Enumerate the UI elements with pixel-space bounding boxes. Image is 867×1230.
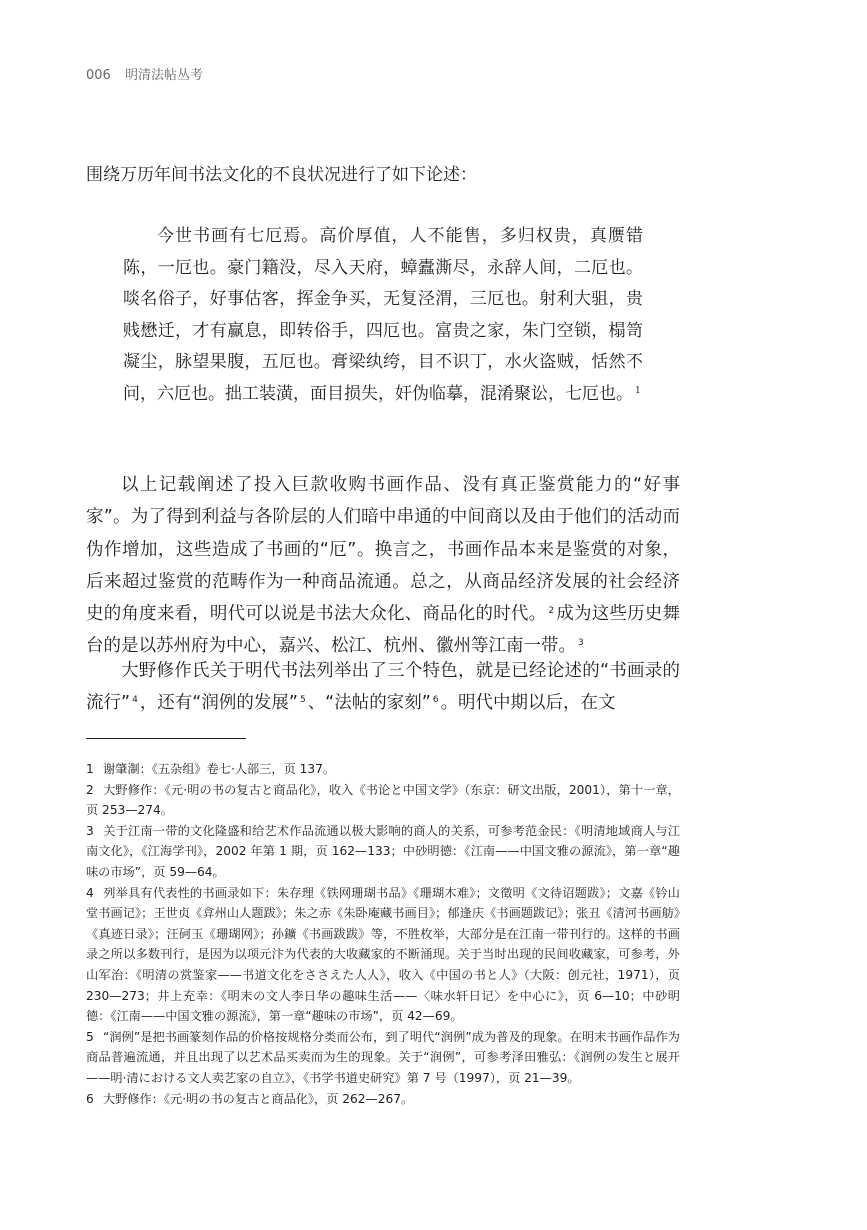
footnote-ref-3: 3: [578, 638, 584, 649]
footnote-text: 谢肇淛：《五杂组》卷七·人部三，页 137。: [103, 762, 336, 776]
footnote-number: 5: [86, 1029, 94, 1044]
footnotes: [86, 759, 680, 1109]
paragraph-1: [86, 469, 680, 663]
footnote-ref-5: 5: [299, 695, 306, 706]
footnote: [86, 883, 680, 1027]
paragraph-1-text-a: 以上记载阐述了投入巨款收购书画作品、没有真正鉴赏能力的“好事家”。为了得到利益与各阶层的人们暗中串通的中间商以及由于他们的活动而伪作增加，这些造成了书画的“厄”。换言之，书画作品本来是鉴赏的对象，后来超过鉴赏的范畴作为一种商品流通。总之，从商品经济发展的社会经济史的角度来看，明代可以说是书法大众化、商品化的时代。: [86, 475, 680, 625]
paragraph-2: [86, 655, 680, 720]
footnote: [86, 821, 680, 883]
footnote-ref-1: 1: [635, 385, 641, 396]
footnote-text: 大野修作：《元·明の书の复古と商品化》，收入《书论と中国文学》（东京：研文出版，2001），第十一章，页 253—274。: [86, 782, 680, 818]
footnote-number: 1: [86, 762, 94, 776]
intro-line: 围绕万历年间书法文化的不良状况进行了如下论述：: [86, 165, 477, 185]
paragraph-2-text-b: ，还有“润例的发展”: [139, 693, 298, 714]
footnote-text: 关于江南一带的文化隆盛和给艺术作品流通以极大影响的商人的关系，可参考范金民：《明清地域商人与江南文化》，《江海学刊》，2002 年第 1 期，页 162—133；中砂明德：《江南——中国文雅の源流》，第一章“趣味の市场”，页 59—64。: [86, 823, 680, 879]
footnote-ref-4: 4: [132, 695, 138, 706]
footnote-number: 3: [86, 823, 94, 838]
paragraph-2-text-c: 、“法帖的家刻”: [307, 693, 431, 714]
footnote-ref-2: 2: [548, 606, 555, 617]
paragraph-2-text-d: 。明代中期以后，在文: [440, 693, 616, 714]
footnote: [86, 1089, 680, 1110]
footnote: [86, 780, 680, 821]
footnote: [86, 759, 680, 780]
quote-text: 今世书画有七厄焉。高价厚值，人不能售，多归权贵，真赝错陈，一厄也。豪门籍没，尽入天府，蟑蠹澌尽，永辞人间，二厄也。啖名俗子，好事估客，挥金争买，无复泾渭，三厄也。射利大驵，贵贱懋迁，才有赢息，即转俗手，四厄也。富贵之家，朱门空锁，榻笥凝尘，脉望果腹，五厄也。膏梁纨绔，目不识丁，水火盗贼，恬然不问，六厄也。拙工装潢，面目损失，奸伪临摹，混淆聚讼，七厄也。: [123, 226, 643, 404]
block-quote: [123, 221, 643, 410]
footnote-divider: [86, 738, 246, 739]
footnote-text: 大野修作：《元·明の书の复古と商品化》，页 262—267。: [103, 1091, 414, 1106]
footnote-text: “润例”是把书画篆刻作品的价格按规格分类而公布，到了明代“润例”成为普及的现象。在明末书画作品作为商品普遍流通，并且出现了以艺术品买卖而为生的现象。关于“润例”，可参考泽田雅弘：《润例の发生と展开——明·清における文人卖艺家の自立》，《书学书道史研究》第 7 号（1997），页 21—39。: [86, 1029, 680, 1085]
footnote-number: 6: [86, 1091, 94, 1106]
footnote: [86, 1027, 680, 1089]
footnote-text: 列举具有代表性的书画录如下：朱存理《铁网珊瑚书品》《珊瑚木难》；文徵明《文待诏题跋》；文嘉《钤山堂书画记》；王世贞《弇州山人题跋》；朱之赤《朱卧庵藏书画目》；郁逢庆《书画题跋记》；张丑《清河书画舫》《真迹日录》；汪砢玉《珊瑚网》；孙鑛《书画跋跋》等，不胜枚举，大部分是在江南一带刊行的。这样的书画录之所以多数刊行，是因为以项元汴为代表的大收藏家的不断涌现。关于当时出现的民间收藏家，可参考，外山军治：《明清の赏鉴家——书道文化をささえた人人》，收入《中国の书と人》（大阪：创元社，1971），页 230—273；井上充幸：《明末の文人李日华の趣味生活——〈味水轩日记〉を中心に》，页 6—10；中砂明德：《江南——中国文雅の源流》，第一章“趣味の市场”，页 42—69。: [86, 885, 680, 1024]
paragraph-2-text-a: 大野修作氏关于明代书法列举出了三个特色，就是已经论述的“书画录的流行”: [86, 661, 680, 714]
footnote-ref-6: 6: [432, 695, 439, 706]
footnote-number: 2: [86, 782, 94, 797]
running-header: [86, 64, 203, 83]
footnote-number: 4: [86, 885, 94, 900]
paragraph-1-text-b: 成为这些历史舞台的是以苏州府为中心，嘉兴、松江、杭州、徽州等江南一带。: [86, 604, 681, 657]
book-title: 明清法帖丛考: [124, 68, 203, 83]
page-number: 006: [86, 68, 111, 83]
